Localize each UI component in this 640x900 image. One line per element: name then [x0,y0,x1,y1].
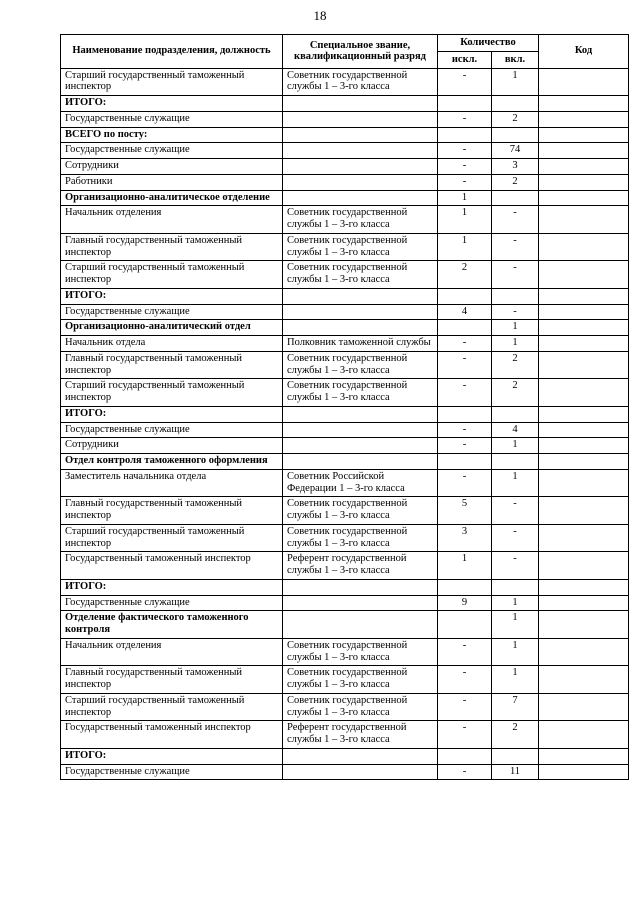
cell-incl: 1 [492,611,539,639]
cell-incl: 74 [492,143,539,159]
cell-code [539,96,629,112]
cell-incl: 2 [492,111,539,127]
cell-code [539,233,629,261]
cell-rank [283,96,438,112]
cell-excl: - [438,159,492,175]
table-row [61,127,629,143]
cell-incl: 2 [492,721,539,749]
cell-incl: 1 [492,336,539,352]
table-row [61,174,629,190]
cell-incl: - [492,552,539,580]
cell-name: ИТОГО: [61,96,283,112]
cell-excl: - [438,764,492,780]
cell-excl: - [438,143,492,159]
table-row [61,611,629,639]
cell-incl [492,748,539,764]
cell-rank [283,422,438,438]
table-row [61,336,629,352]
cell-code [539,611,629,639]
cell-excl: - [438,438,492,454]
cell-rank: Референт государственной службы 1 – 3-го класса [283,721,438,749]
cell-code [539,721,629,749]
page-number: 18 [313,8,327,23]
cell-name: Главный государственный таможенный инспектор [61,666,283,694]
table-row [61,68,629,96]
cell-name: Государственные служащие [61,111,283,127]
cell-excl [438,454,492,470]
table-row [61,190,629,206]
cell-rank [283,320,438,336]
cell-excl: - [438,379,492,407]
cell-name: Отдел контроля таможенного оформления [61,454,283,470]
cell-code [539,438,629,454]
cell-incl: - [492,233,539,261]
cell-rank [283,579,438,595]
cell-code [539,422,629,438]
cell-excl: - [438,469,492,497]
cell-name: Заместитель начальника отдела [61,469,283,497]
cell-name: Главный государственный таможенный инспектор [61,233,283,261]
table-row [61,524,629,552]
cell-name: Государственные служащие [61,595,283,611]
cell-rank [283,304,438,320]
cell-rank: Советник государственной службы 1 – 3-го класса [283,68,438,96]
cell-incl: 1 [492,68,539,96]
table-row [61,764,629,780]
cell-incl [492,454,539,470]
cell-excl: 5 [438,497,492,525]
header-incl: вкл. [492,51,539,68]
table-row [61,638,629,666]
cell-code [539,351,629,379]
cell-code [539,379,629,407]
cell-name: Организационно-аналитический отдел [61,320,283,336]
cell-code [539,206,629,234]
cell-code [539,406,629,422]
cell-code [539,524,629,552]
cell-rank: Советник государственной службы 1 – 3-го класса [283,638,438,666]
cell-incl: 2 [492,351,539,379]
cell-code [539,143,629,159]
cell-rank: Советник государственной службы 1 – 3-го класса [283,233,438,261]
cell-name: Старший государственный таможенный инспектор [61,261,283,289]
cell-rank: Советник государственной службы 1 – 3-го класса [283,206,438,234]
cell-code [539,666,629,694]
cell-name: Государственные служащие [61,143,283,159]
cell-rank [283,143,438,159]
cell-excl: 2 [438,261,492,289]
table-row [61,579,629,595]
cell-name: Старший государственный таможенный инспектор [61,379,283,407]
table-row [61,233,629,261]
header-code: Код [539,35,629,69]
cell-rank: Полковник таможенной службы [283,336,438,352]
cell-incl: - [492,524,539,552]
cell-incl: 2 [492,174,539,190]
cell-excl [438,96,492,112]
cell-rank [283,174,438,190]
table-row [61,288,629,304]
cell-name: ВСЕГО по посту: [61,127,283,143]
table-row [61,666,629,694]
table-row [61,721,629,749]
cell-rank [283,764,438,780]
header-rank: Специальное звание, квалификационный разряд [283,35,438,69]
table-row [61,351,629,379]
cell-rank [283,438,438,454]
cell-rank [283,406,438,422]
cell-name: Сотрудники [61,438,283,454]
cell-excl: 1 [438,190,492,206]
table-row [61,438,629,454]
cell-name: Государственные служащие [61,304,283,320]
cell-code [539,127,629,143]
cell-name: ИТОГО: [61,288,283,304]
cell-name: Начальник отдела [61,336,283,352]
cell-rank [283,595,438,611]
table-row [61,143,629,159]
cell-rank: Советник государственной службы 1 – 3-го класса [283,261,438,289]
cell-rank [283,611,438,639]
cell-code [539,288,629,304]
cell-code [539,454,629,470]
cell-code [539,497,629,525]
cell-excl: - [438,638,492,666]
table-row [61,159,629,175]
table-row [61,406,629,422]
cell-name: Начальник отделения [61,638,283,666]
cell-rank [283,159,438,175]
cell-incl: 1 [492,438,539,454]
cell-excl: 4 [438,304,492,320]
cell-name: Старший государственный таможенный инспектор [61,68,283,96]
table-row [61,748,629,764]
table-row [61,206,629,234]
cell-rank: Советник государственной службы 1 – 3-го класса [283,351,438,379]
cell-name: Старший государственный таможенный инспектор [61,693,283,721]
cell-name: Организационно-аналитическое отделение [61,190,283,206]
cell-excl: - [438,422,492,438]
cell-excl [438,288,492,304]
cell-excl [438,611,492,639]
cell-incl: 11 [492,764,539,780]
table-row [61,552,629,580]
cell-rank: Советник государственной службы 1 – 3-го класса [283,693,438,721]
cell-name: Государственный таможенный инспектор [61,552,283,580]
cell-incl: - [492,261,539,289]
cell-excl: - [438,174,492,190]
cell-name: Сотрудники [61,159,283,175]
cell-excl: - [438,693,492,721]
cell-incl [492,288,539,304]
table-row [61,261,629,289]
cell-excl [438,579,492,595]
cell-name: Работники [61,174,283,190]
cell-excl: 3 [438,524,492,552]
cell-code [539,638,629,666]
table-row [61,304,629,320]
cell-incl: - [492,206,539,234]
cell-name: Начальник отделения [61,206,283,234]
cell-name: Главный государственный таможенный инспектор [61,497,283,525]
cell-incl: 1 [492,469,539,497]
cell-incl [492,127,539,143]
cell-excl: 1 [438,552,492,580]
cell-code [539,748,629,764]
cell-name: Государственный таможенный инспектор [61,721,283,749]
cell-excl: 1 [438,206,492,234]
cell-code [539,111,629,127]
cell-code [539,190,629,206]
table-row [61,320,629,336]
table-body [61,68,629,780]
cell-incl: 4 [492,422,539,438]
cell-code [539,261,629,289]
cell-rank: Советник государственной службы 1 – 3-го класса [283,497,438,525]
cell-excl [438,127,492,143]
cell-rank [283,111,438,127]
cell-incl: 1 [492,595,539,611]
cell-rank [283,288,438,304]
cell-incl: - [492,304,539,320]
cell-rank: Советник государственной службы 1 – 3-го класса [283,379,438,407]
cell-name: ИТОГО: [61,406,283,422]
cell-incl [492,190,539,206]
cell-incl: 3 [492,159,539,175]
cell-code [539,304,629,320]
cell-code [539,693,629,721]
cell-incl: 2 [492,379,539,407]
cell-excl [438,320,492,336]
cell-rank [283,748,438,764]
cell-code [539,336,629,352]
cell-name: Государственные служащие [61,422,283,438]
cell-rank [283,127,438,143]
cell-rank: Референт государственной службы 1 – 3-го класса [283,552,438,580]
table-row [61,693,629,721]
cell-excl: - [438,351,492,379]
cell-incl: 1 [492,638,539,666]
cell-name: ИТОГО: [61,748,283,764]
header-name: Наименование подразделения, должность [61,35,283,69]
cell-excl: 9 [438,595,492,611]
cell-incl: - [492,497,539,525]
cell-excl: - [438,68,492,96]
cell-rank: Советник государственной службы 1 – 3-го класса [283,524,438,552]
cell-code [539,174,629,190]
cell-name: Главный государственный таможенный инспектор [61,351,283,379]
cell-code [539,68,629,96]
table-row [61,96,629,112]
cell-name: ИТОГО: [61,579,283,595]
cell-rank: Советник государственной службы 1 – 3-го класса [283,666,438,694]
header-excl: искл. [438,51,492,68]
cell-excl: - [438,721,492,749]
cell-code [539,320,629,336]
cell-code [539,595,629,611]
cell-name: Государственные служащие [61,764,283,780]
cell-incl: 7 [492,693,539,721]
cell-excl: - [438,336,492,352]
cell-excl [438,748,492,764]
cell-excl: 1 [438,233,492,261]
cell-incl [492,406,539,422]
table-row [61,595,629,611]
cell-rank [283,190,438,206]
cell-name: Отделение фактического таможенного контроля [61,611,283,639]
table-row [61,454,629,470]
table-row [61,111,629,127]
cell-incl [492,579,539,595]
table-header [61,35,629,69]
cell-incl [492,96,539,112]
cell-code [539,764,629,780]
cell-code [539,579,629,595]
cell-code [539,159,629,175]
cell-excl: - [438,666,492,694]
cell-excl: - [438,111,492,127]
cell-excl [438,406,492,422]
cell-code [539,469,629,497]
staff-table [60,34,629,780]
table-row [61,422,629,438]
cell-code [539,552,629,580]
header-quantity: Количество [438,35,539,52]
table-row [61,497,629,525]
table-row [61,379,629,407]
table-row [61,469,629,497]
cell-rank [283,454,438,470]
cell-name: Старший государственный таможенный инспектор [61,524,283,552]
cell-rank: Советник Российской Федерации 1 – 3-го класса [283,469,438,497]
cell-incl: 1 [492,666,539,694]
cell-incl: 1 [492,320,539,336]
